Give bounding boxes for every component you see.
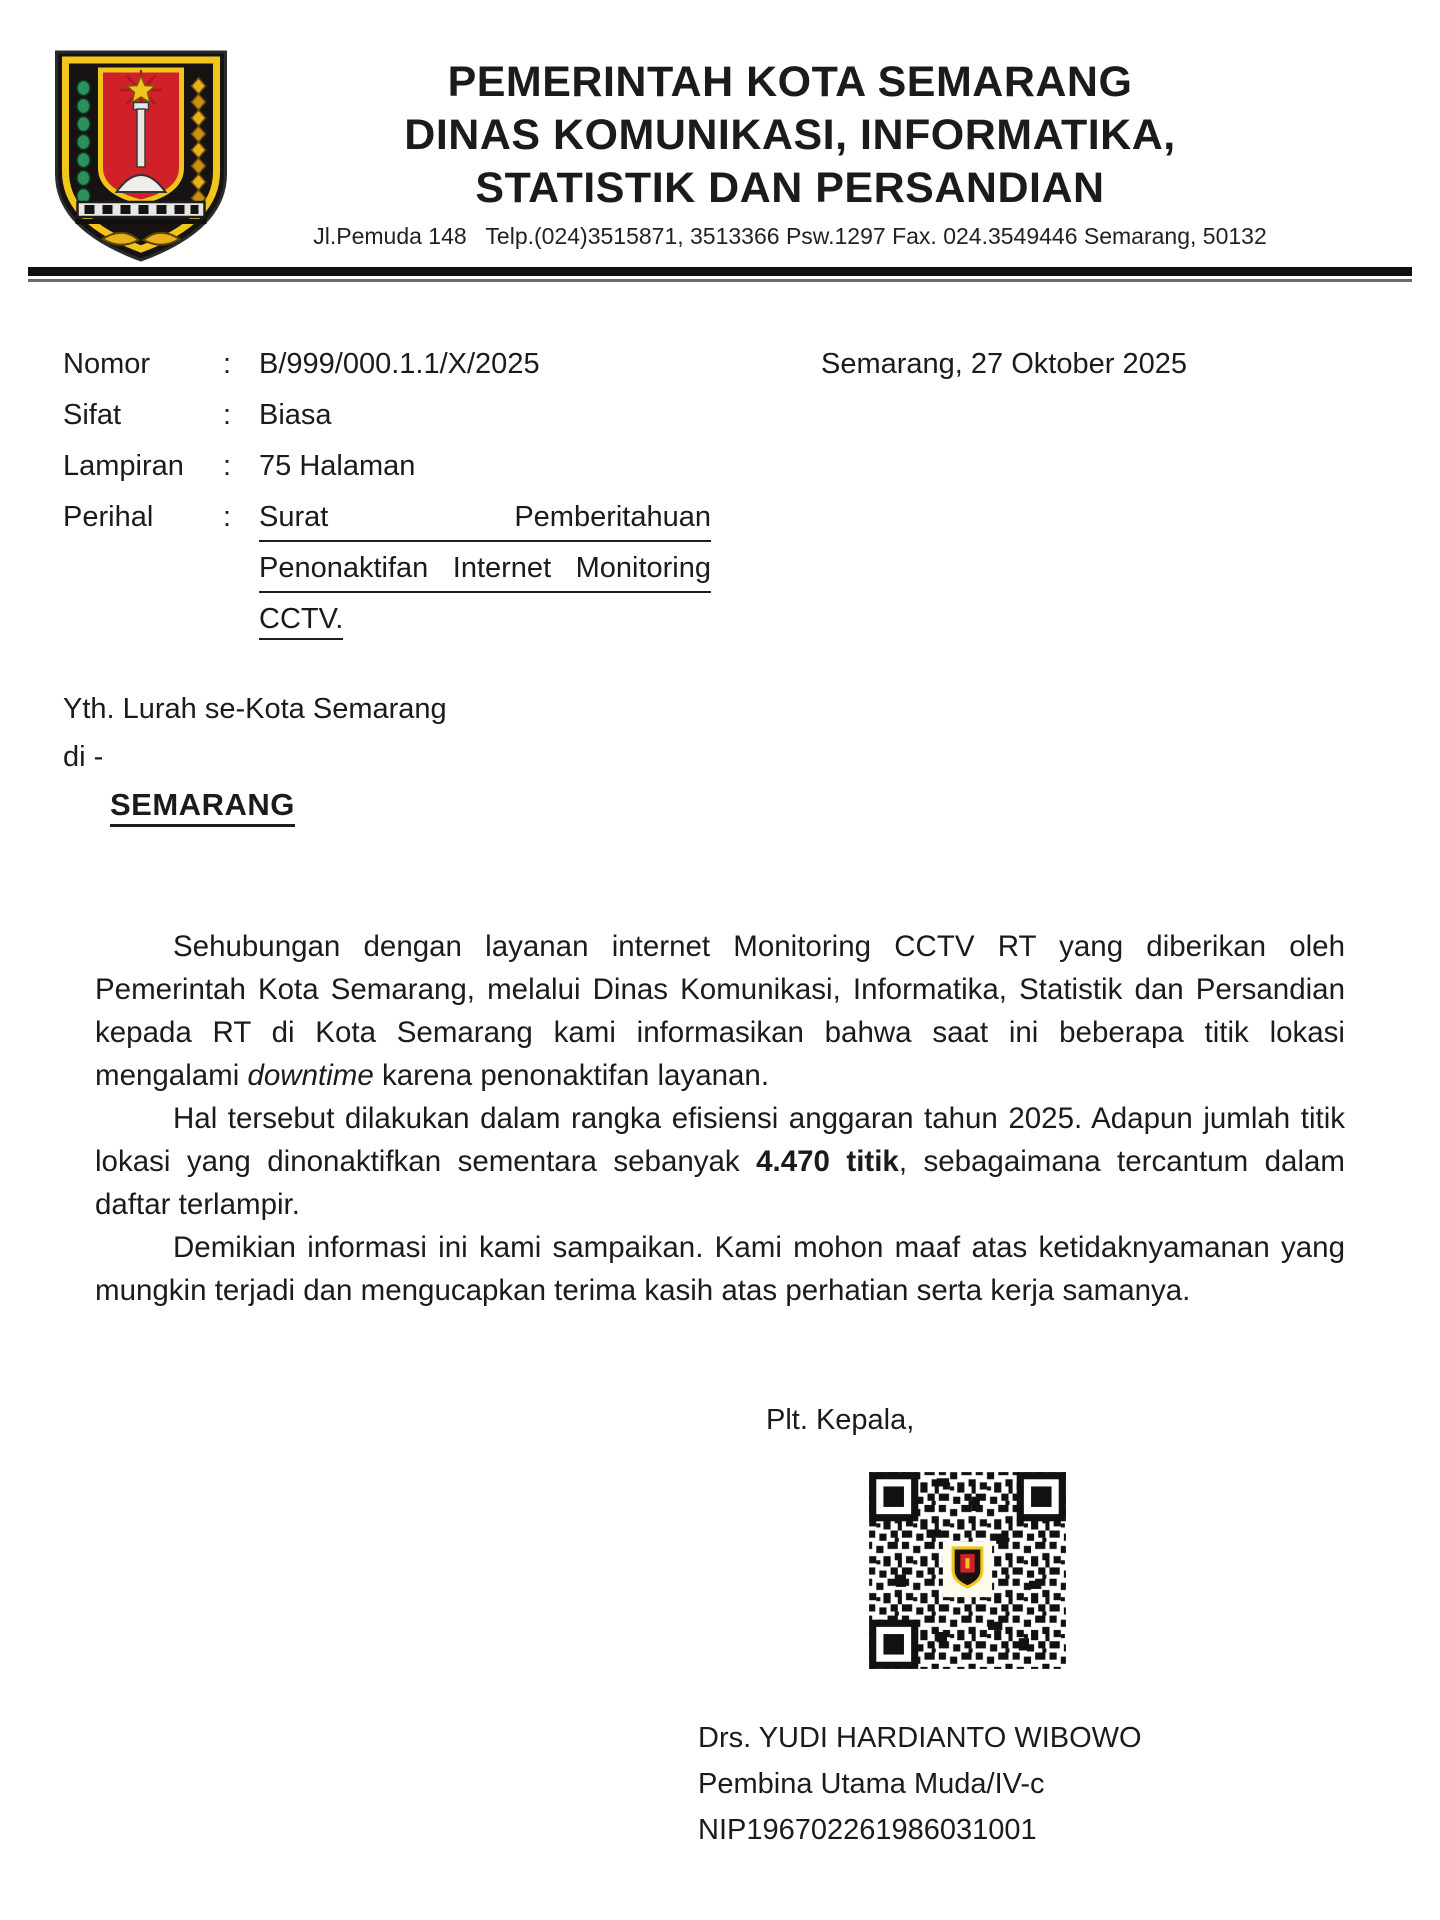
addressee-block <box>63 685 1440 829</box>
perihal-line1: Surat Pemberitahuan <box>259 497 711 542</box>
letterhead-divider <box>28 267 1412 282</box>
agency-government-name: PEMERINTAH KOTA SEMARANG <box>447 58 1133 106</box>
addressee-di: di - <box>63 741 104 773</box>
signer-name: Drs. YUDI HARDIANTO WIBOWO <box>698 1722 1142 1754</box>
addressee-line: Yth. Lurah se-Kota Semarang <box>63 693 447 725</box>
meta-label-sifat: Sifat <box>63 399 122 431</box>
letterhead <box>0 0 1440 282</box>
meta-colon: : <box>223 450 232 482</box>
paragraph-3: Demikian informasi ini kami sampaikan. Kami mohon maaf atas ketidaknyamanan yang mungkin terjadi dan mengucapkan terima kasih atas perhatian serta kerja samanya. <box>95 1231 1345 1307</box>
paragraph-2: Hal tersebut dilakukan dalam rangka efisiensi anggaran tahun 2025. Adapun jumlah titik lokasi yang dinonaktifkan sementara sebanyak 4.470 titik, sebagaimana tercantum dalam daftar terlampir. <box>95 1102 1345 1221</box>
agency-address: Jl.Pemuda 148 Telp.(024)3515871, 3513366 Psw.1297 Fax. 024.3549446 Semarang, 50132 <box>313 223 1267 249</box>
meta-colon: : <box>223 399 232 431</box>
signer-identity <box>698 1715 1258 1853</box>
signer-rank: Pembina Utama Muda/IV-c <box>698 1768 1045 1800</box>
meta-value-lampiran: 75 Halaman <box>259 450 416 482</box>
semarang-city-emblem-icon <box>48 46 234 266</box>
signer-title: Plt. Kepala, <box>766 1404 915 1436</box>
bold-total-points: 4.470 titik <box>756 1145 899 1178</box>
signature-qr-code <box>865 1468 1070 1673</box>
perihal-line2: Penonaktifan Internet Monitoring <box>259 548 711 593</box>
agency-office-name-line2: STATISTIK DAN PERSANDIAN <box>475 164 1105 212</box>
letter-meta <box>63 344 1440 639</box>
meta-value-nomor: B/999/000.1.1/X/2025 <box>259 348 540 380</box>
meta-label-lampiran: Lampiran <box>63 450 184 482</box>
italic-downtime: downtime <box>247 1059 374 1092</box>
perihal-line3: CCTV. <box>259 599 711 639</box>
meta-colon: : <box>223 348 232 380</box>
agency-office-name-line1: DINAS KOMUNIKASI, INFORMATIKA, <box>404 111 1176 159</box>
addressee-city: SEMARANG <box>110 781 1440 829</box>
meta-value-perihal <box>259 497 711 639</box>
signer-nip: NIP196702261986031001 <box>698 1814 1037 1846</box>
meta-label-nomor: Nomor <box>63 348 151 380</box>
paragraph-1: Sehubungan dengan layanan internet Monitoring CCTV RT yang diberikan oleh Pemerintah Kota Semarang, melalui Dinas Komunikasi, Informatika, Statistik dan Persandian kepada RT di Kota Semarang kami informasikan bahwa saat ini beberapa titik lokasi mengalami downtime karena penonaktifan layanan. <box>95 930 1345 1092</box>
meta-colon: : <box>223 501 232 533</box>
signature-block <box>698 1400 1258 1853</box>
meta-value-sifat: Biasa <box>259 399 332 431</box>
meta-label-perihal: Perihal <box>63 501 154 533</box>
letter-body <box>95 925 1345 1312</box>
qr-center-emblem-icon <box>953 1548 982 1587</box>
letter-date: Semarang, 27 Oktober 2025 <box>821 348 1187 380</box>
